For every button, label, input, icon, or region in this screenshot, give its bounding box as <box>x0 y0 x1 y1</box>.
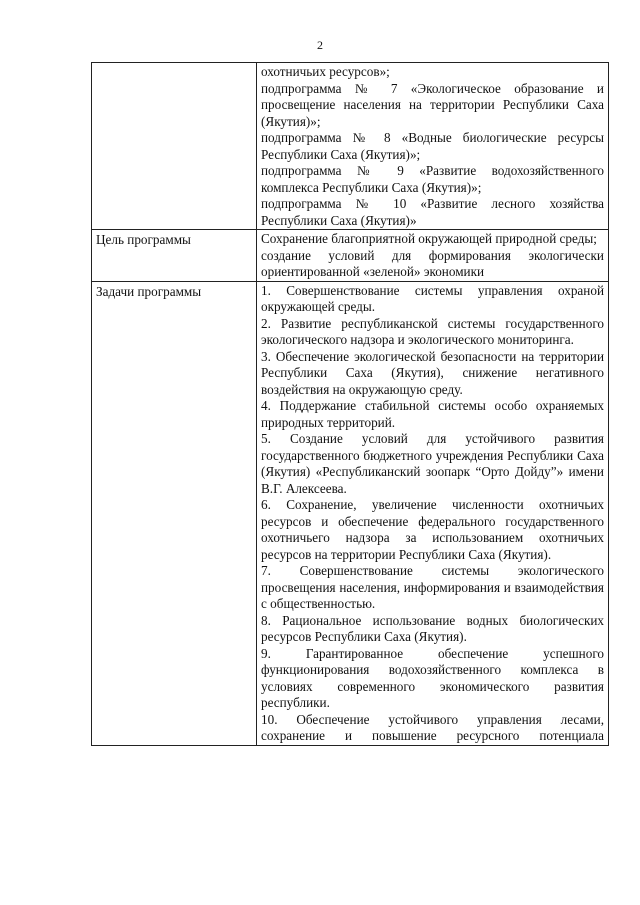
content-paragraph: 8. Рациональное использование водных биологических ресурсов Республики Саха (Якутия). <box>261 612 604 644</box>
content-paragraph: Сохранение благоприятной окружающей природной среды; <box>261 231 597 246</box>
content-paragraph: 4. Поддержание стабильной системы особо охраняемых природных территорий. <box>261 398 604 430</box>
content-paragraph: 1. Совершенствование системы управления охраной окружающей среды. <box>261 282 604 314</box>
content-paragraph: охотничьих ресурсов»; <box>261 64 390 79</box>
row-label: Задачи программы <box>92 281 257 745</box>
content-paragraph: 6. Сохранение, увеличение численности охотничьих ресурсов и обеспечение федерального государственного охотничьего надзора за использованием охотничьих ресурсов на территории Республики Саха (Якутия). <box>261 497 604 562</box>
content-paragraph: 5. Создание условий для устойчивого развития государственного бюджетного учреждения Республики Саха (Якутия) «Республиканский зоопарк “Орто Дойду”» имени В.Г. Алексеева. <box>261 431 604 496</box>
row-content <box>257 230 609 282</box>
content-paragraph: 7. Совершенствование системы экологического просвещения населения, информирования и взаимодействия с общественностью. <box>261 563 604 611</box>
table-row <box>92 63 609 230</box>
content-paragraph: 2. Развитие республиканской системы государственного экологического надзора и экологического мониторинга. <box>261 315 604 347</box>
row-content <box>257 281 609 745</box>
row-content <box>257 63 609 230</box>
table-row <box>92 230 609 282</box>
content-paragraph: 9. Гарантированное обеспечение успешного функционирования водохозяйственного комплекса в условиях современного экономического развития республики. <box>261 645 604 710</box>
row-label: Цель программы <box>92 230 257 282</box>
content-paragraph: 3. Обеспечение экологической безопасности на территории Республики Саха (Якутия), снижение негативного воздействия на окружающую среду. <box>261 348 604 397</box>
content-paragraph: подпрограмма № 8 «Водные биологические ресурсы Республики Саха (Якутия)»; <box>261 130 604 162</box>
program-passport-table <box>91 62 609 746</box>
content-paragraph: подпрограмма № 9 «Развитие водохозяйственного комплекса Республики Саха (Якутия)»; <box>261 163 604 195</box>
row-label <box>92 63 257 230</box>
content-paragraph: 10. Обеспечение устойчивого управления лесами, сохранение и повышение ресурсного потенциала <box>261 711 604 743</box>
page-number: 2 <box>317 38 323 52</box>
table-row <box>92 281 609 745</box>
content-paragraph: подпрограмма № 10 «Развитие лесного хозяйства Республики Саха (Якутия)» <box>261 196 604 228</box>
content-paragraph: создание условий для формирования экологически ориентированной «зеленой» экономики <box>261 247 604 279</box>
content-paragraph: подпрограмма № 7 «Экологическое образование и просвещение населения на территории Республики Саха (Якутия)»; <box>261 80 604 129</box>
